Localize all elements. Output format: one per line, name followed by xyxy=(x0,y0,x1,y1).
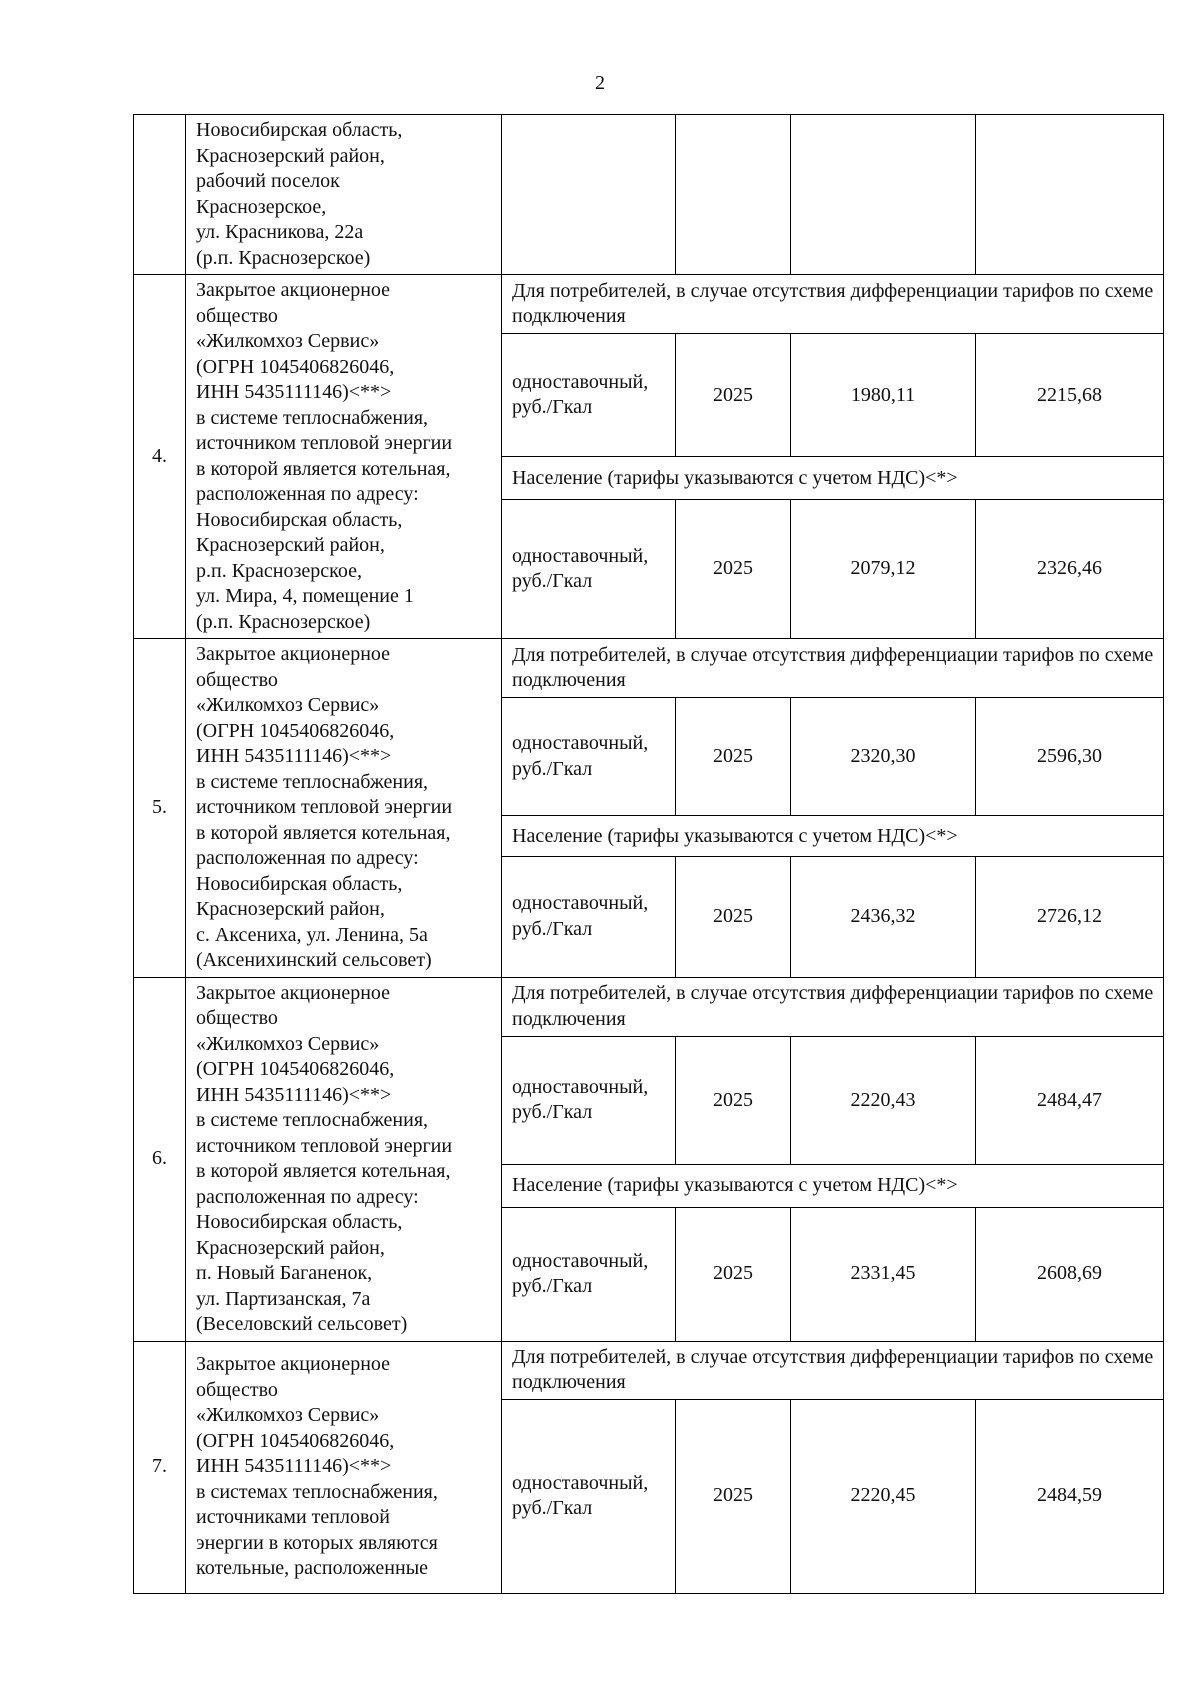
rate-type: одноставочный, руб./Гкал xyxy=(502,500,676,639)
tariff-year: 2025 xyxy=(676,334,791,457)
table-row-continuation xyxy=(134,115,1164,275)
rate-type: одноставочный, руб./Гкал xyxy=(502,334,676,457)
rate-type: одноставочный, руб./Гкал xyxy=(502,1399,676,1593)
rate-type: одноставочный, руб./Гкал xyxy=(502,857,676,977)
organization-description: Закрытое акционерное общество «Жилкомхоз Сервис» (ОГРН 1045406826046, ИНН 5435111146)<**> в системе теплоснабжения, источником тепловой энергии в которой является котельная, расположенная по адресу: Новосибирская область, Краснозерский район, п. Новый Баганенок, ул. Партизанская, 7а (Веселовский сельсовет) xyxy=(186,977,502,1341)
tariff-value-second-half: 2484,47 xyxy=(976,1036,1164,1164)
organization-description: Закрытое акционерное общество «Жилкомхоз Сервис» (ОГРН 1045406826046, ИНН 5435111146)<**> в системе теплоснабжения, источником тепловой энергии в которой является котельная, расположенная по адресу: Новосибирская область, Краснозерский район, р.п. Краснозерское, ул. Мира, 4, помещение 1 (р.п. Краснозерское) xyxy=(186,275,502,639)
tariff-value-first-half: 2436,32 xyxy=(791,857,976,977)
tariff-year: 2025 xyxy=(676,1399,791,1593)
tariff-value-cell xyxy=(976,115,1164,275)
row-number: 5. xyxy=(134,639,186,978)
organization-description: Закрытое акционерное общество «Жилкомхоз Сервис» (ОГРН 1045406826046, ИНН 5435111146)<**> в системе теплоснабжения, источником тепловой энергии в которой является котельная, расположенная по адресу: Новосибирская область, Краснозерский район, с. Аксениха, ул. Ленина, 5а (Аксенихинский сельсовет) xyxy=(186,639,502,978)
tariff-year: 2025 xyxy=(676,1207,791,1341)
tariff-table xyxy=(133,114,1164,1594)
tariff-value-first-half: 2079,12 xyxy=(791,500,976,639)
organization-description: Закрытое акционерное общество «Жилкомхоз Сервис» (ОГРН 1045406826046, ИНН 5435111146)<**> в системах теплоснабжения, источниками тепловой энергии в которых являются котельные, расположенные xyxy=(186,1341,502,1593)
group-header-row xyxy=(134,977,1164,1036)
tariff-value-second-half: 2608,69 xyxy=(976,1207,1164,1341)
row-number: 7. xyxy=(134,1341,186,1593)
consumer-group-label: Население (тарифы указываются с учетом НДС)<*> xyxy=(502,1165,1164,1208)
group-header-row xyxy=(134,275,1164,334)
row-number-cell xyxy=(134,115,186,275)
tariff-value-first-half: 2320,30 xyxy=(791,698,976,816)
tariff-value-second-half: 2484,59 xyxy=(976,1399,1164,1593)
consumer-group-label: Для потребителей, в случае отсутствия дифференциации тарифов по схеме подключения xyxy=(502,639,1164,698)
tariff-value-second-half: 2726,12 xyxy=(976,857,1164,977)
tariff-value-first-half: 2220,43 xyxy=(791,1036,976,1164)
tariff-year: 2025 xyxy=(676,698,791,816)
rate-type: одноставочный, руб./Гкал xyxy=(502,1207,676,1341)
tariff-year: 2025 xyxy=(676,1036,791,1164)
group-header-row xyxy=(134,1341,1164,1399)
tariff-year: 2025 xyxy=(676,857,791,977)
tariff-value-second-half: 2215,68 xyxy=(976,334,1164,457)
consumer-group-label: Население (тарифы указываются с учетом НДС)<*> xyxy=(502,816,1164,857)
tariff-value-first-half: 1980,11 xyxy=(791,334,976,457)
tariff-value-first-half: 2220,45 xyxy=(791,1399,976,1593)
group-header-row xyxy=(134,639,1164,698)
organization-description: Новосибирская область, Краснозерский район, рабочий поселок Краснозерское, ул. Красникова, 22а (р.п. Краснозерское) xyxy=(186,115,502,275)
tariff-value-second-half: 2326,46 xyxy=(976,500,1164,639)
consumer-group-label: Для потребителей, в случае отсутствия дифференциации тарифов по схеме подключения xyxy=(502,1341,1164,1399)
tariff-value-first-half: 2331,45 xyxy=(791,1207,976,1341)
row-number: 6. xyxy=(134,977,186,1341)
row-number: 4. xyxy=(134,275,186,639)
tariff-year: 2025 xyxy=(676,500,791,639)
page-number: 2 xyxy=(595,72,605,94)
rate-type: одноставочный, руб./Гкал xyxy=(502,1036,676,1164)
tariff-value-second-half: 2596,30 xyxy=(976,698,1164,816)
consumer-group-label: Население (тарифы указываются с учетом НДС)<*> xyxy=(502,457,1164,500)
year-cell xyxy=(676,115,791,275)
consumer-group-label: Для потребителей, в случае отсутствия дифференциации тарифов по схеме подключения xyxy=(502,275,1164,334)
rate-type: одноставочный, руб./Гкал xyxy=(502,698,676,816)
consumer-group-label: Для потребителей, в случае отсутствия дифференциации тарифов по схеме подключения xyxy=(502,977,1164,1036)
rate-type-cell xyxy=(502,115,676,275)
tariff-value-cell xyxy=(791,115,976,275)
